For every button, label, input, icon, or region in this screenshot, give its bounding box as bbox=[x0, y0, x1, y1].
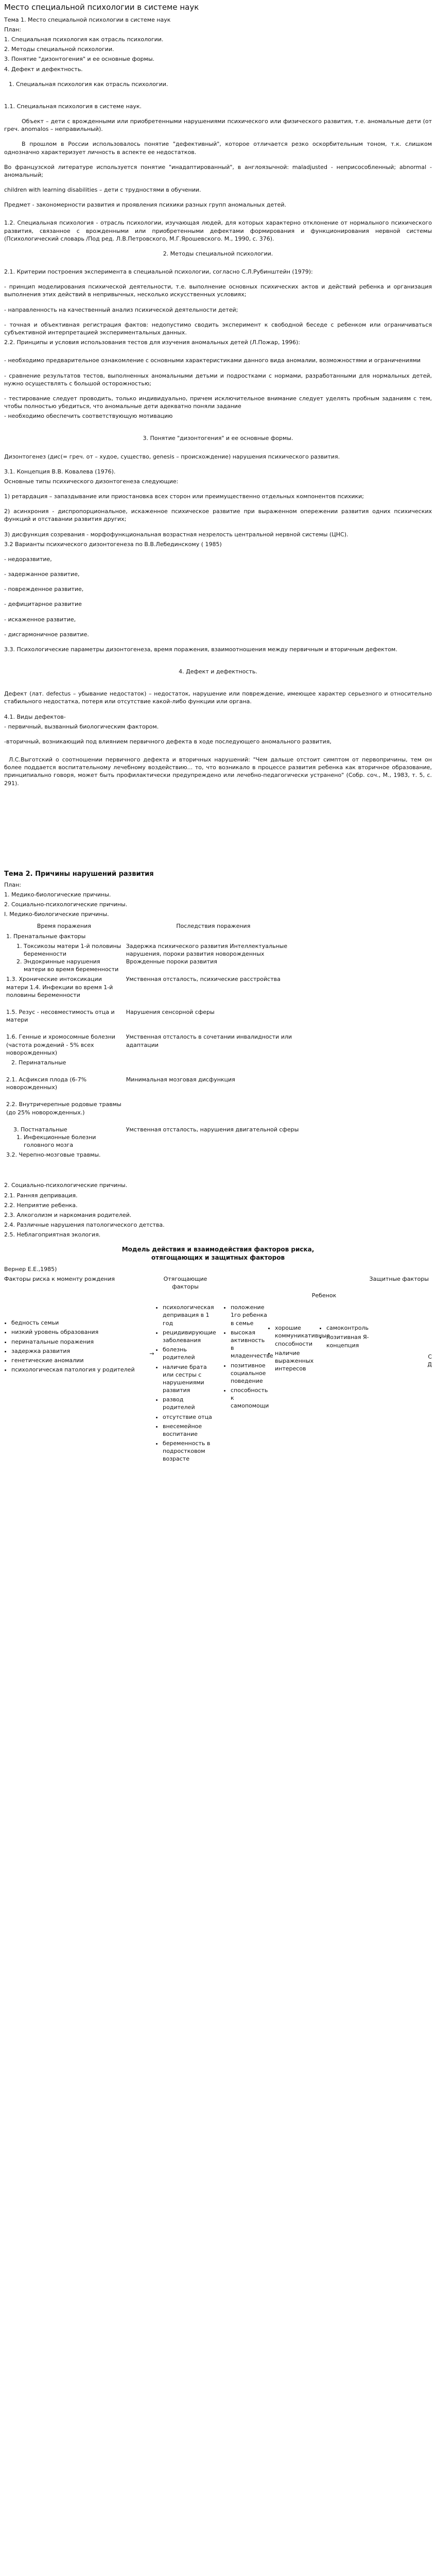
model-child-item: • позитивное социальное поведение bbox=[231, 1362, 268, 1385]
model-aggravating-item: • внесемейное воспитание bbox=[163, 1422, 216, 1438]
arrow-right-icon: → bbox=[149, 1350, 154, 1358]
model-child-item: • наличие выраженных интересов bbox=[275, 1349, 319, 1373]
risk-model bbox=[4, 1246, 432, 1464]
paragraph: Дизонтогенез (дис(= греч. от – худое, существо, genesis – происхождение) нарушения психического развития. bbox=[4, 453, 340, 460]
paragraph: - точная и объективная регистрация фактов: недопустимо сводить эксперимент к свободной беседе с ребенком или ограничиваться субъективной интерпретацией экспериментальных данных. bbox=[4, 321, 432, 336]
table-cell: 2.2. Внутричерепные родовые травмы (до 25% новорожденных.) bbox=[6, 1101, 121, 1116]
plan-item: 2. Социально-психологические причины. bbox=[4, 901, 128, 908]
model-child-item: • самоконтроль bbox=[326, 1324, 386, 1332]
table-group: 1. Пренатальные факторы bbox=[6, 933, 86, 940]
model-aggravating-item: • беременность в подростковом возрасте bbox=[163, 1439, 216, 1463]
table-group: 2. Перинатальные bbox=[11, 1059, 66, 1066]
section-heading: I. Медико-биологические причины. bbox=[4, 911, 109, 918]
table-row bbox=[4, 1032, 303, 1058]
table-row bbox=[4, 1075, 303, 1092]
model-author: Вернер Е.Е.,1985) bbox=[4, 1265, 57, 1273]
list-item: 2.3. Алкоголизм и наркомания родителей. bbox=[4, 1211, 132, 1218]
model-risk-item: • задержка развития bbox=[11, 1347, 148, 1355]
topic1-heading: Тема 1. Место специальной психологии в системе наук bbox=[4, 16, 171, 23]
plan-label: План: bbox=[4, 881, 21, 888]
paragraph: 3.2 Варианты психического дизонтогенеза по В.В.Лебединскому ( 1985) bbox=[4, 540, 222, 548]
paragraph: - направленность на качественный анализ психической деятельности детей; bbox=[4, 306, 238, 313]
table-cell: 1. Инфекционные болезни головного мозга bbox=[24, 1133, 122, 1149]
table-row bbox=[4, 1099, 303, 1117]
table-cell: 2. Эндокринные нарушения матери во время беременности bbox=[24, 958, 122, 973]
plan-item: 1. Специальная психология как отрасль психологии. bbox=[4, 36, 164, 43]
paragraph: - необходимо обеспечить соответствующую мотивацию bbox=[4, 413, 173, 420]
table-cell: Умственная отсталость, психические расстройства bbox=[126, 976, 281, 983]
model-risk-item: • бедность семьи bbox=[11, 1319, 148, 1327]
table-cell: Умственная отсталость в сочетании инвалидности или адаптации bbox=[126, 1033, 292, 1048]
section-heading: 1. Специальная психология как отрасль психологии. bbox=[9, 80, 168, 88]
plan-label: План: bbox=[4, 26, 21, 33]
paragraph: - необходимо предварительное ознакомление с основными характеристиками данного вида аномалии, возможностями и ограничениями bbox=[4, 357, 421, 364]
paragraph: 3) дисфункция созревания - морфофункциональная возрастная незрелость центральной нервной системы (ЦНС). bbox=[4, 531, 348, 538]
model-head-risk: Факторы риска к моменту рождения bbox=[4, 1275, 115, 1282]
model-child-item: • высокая активность в младенчестве bbox=[231, 1329, 268, 1360]
paragraph: В прошлом в России использовалось понятие "дефективный", которое отличается резко оскорбительным тоном, т.к. слишком однозначно характеризует личность в аспекте ее недостатков. bbox=[4, 141, 432, 156]
paragraph: - сравнение результатов тестов, выполненных аномальными детьми и подростками с нормами, разработанными для нормальных детей, нужно осуществлять с большой осторожностью; bbox=[4, 372, 432, 387]
paragraph: -вторичный, возникающий под влиянием первичного дефекта в ходе последующего аномального развития, bbox=[4, 738, 332, 745]
paragraph: 1) ретардация – запаздывание или приостановка всех сторон или преимущественно отдельных компонентов психики; bbox=[4, 493, 364, 500]
model-edge-letter: Д bbox=[427, 1361, 432, 1368]
paragraph: 4.1. Виды дефектов- bbox=[4, 713, 66, 720]
list-item: - дефицитарное развитие bbox=[4, 601, 82, 608]
model-risk-item: • низкий уровень образования bbox=[11, 1328, 148, 1336]
topic2-heading: Тема 2. Причины нарушений развития bbox=[4, 870, 154, 878]
table-cell: Умственная отсталость, нарушения двигательной сферы bbox=[126, 1126, 299, 1133]
list-item: - искаженное развитие, bbox=[4, 616, 76, 623]
table-cell: 1.6. Генные и хромосомные болезни (частота рождений - 5% всех новорожденных) bbox=[6, 1033, 115, 1056]
paragraph: 1.2. Специальная психология - отрасль психологии, изучающая людей, для которых характерно отклонение от нормального психического развития, связанное с врожденными или приобретенными дефектами формирования и функционирования нервной системы (Психологический словарь /Под ред. Л.В.Петровского, М.Г.Ярошевского. М., 1990, с. 376). bbox=[4, 219, 432, 242]
model-risk-item: • перинатальные поражения bbox=[11, 1338, 148, 1346]
model-risk-item: • психологическая патология у родителей bbox=[11, 1366, 148, 1374]
list-item: - дисгармоничное развитие. bbox=[4, 631, 89, 638]
table-row bbox=[4, 1007, 303, 1025]
page-title: Место специальной психологии в системе наук bbox=[4, 3, 199, 12]
table-cell: 2.1. Асфиксия плода (6-7% новорожденных) bbox=[6, 1076, 87, 1091]
paragraph: Дефект (лат. defectus – убывание недостаток) – недостаток, нарушение или повреждение, имеющее характер серьезного и относительно стабильного недостатка, потеря или отсутствие какой-либо функции или органа. bbox=[4, 690, 432, 705]
model-aggravating-item: • наличие брата или сестры с нарушениями развития bbox=[163, 1363, 216, 1395]
model-edge-letter: С bbox=[428, 1353, 432, 1361]
plan-item: 3. Понятие "дизонтогения" и ее основные формы. bbox=[4, 56, 155, 63]
table-cell: Задержка психического развития Интеллектуальные нарушения, пороки развития новорожденных Врожденные пороки развития bbox=[126, 942, 288, 965]
plan-item: 2. Методы специальной психологии. bbox=[4, 46, 114, 53]
list-item: 2.5. Неблагоприятная экология. bbox=[4, 1231, 101, 1239]
list-item: 2.4. Различные нарушения патологического детства. bbox=[4, 1222, 165, 1229]
table-row bbox=[4, 1150, 303, 1160]
paragraph: 2.1. Критерии построения эксперимента в специальной психологии, согласно С.Л.Рубинштейн (1979): bbox=[4, 268, 313, 276]
table-row bbox=[4, 1125, 303, 1150]
table-cell: 1. Токсикозы матери 1-й половины беременности bbox=[24, 942, 122, 958]
plan-item: 4. Дефект и дефектность. bbox=[4, 65, 83, 73]
paragraph: 3.1. Концепция В.В. Ковалева (1976). bbox=[4, 468, 116, 475]
section-heading: 3. Понятие "дизонтогения" и ее основные формы. bbox=[143, 435, 293, 442]
paragraph: Объект – дети с врожденными или приобретенными нарушениями психического или физического развития, т.е. аномальные дети (от греч. anomalos – неправильный). bbox=[4, 118, 432, 133]
list-item: - задержанное развитие, bbox=[4, 571, 80, 578]
table-cell: 1.3. Хронические интоксикации матери 1.4. Инфекции во время 1-й половины беременности bbox=[6, 976, 113, 998]
model-head-aggravating: Отягощающие факторы bbox=[163, 1275, 207, 1290]
list-item: - недоразвитие, bbox=[4, 555, 52, 563]
model-child-item: • способность к самопомощи bbox=[231, 1386, 268, 1410]
paragraph: Предмет - закономерности развития и проявления психики разных групп аномальных детей. bbox=[4, 201, 287, 209]
table-cell: 1.5. Резус - несовместимость отца и матери bbox=[6, 1009, 115, 1024]
paragraph: children with learning disabilities – дети с трудностями в обучении. bbox=[4, 187, 201, 194]
model-aggravating-item: • психологическая депривация в 1 год bbox=[163, 1303, 216, 1327]
model-title: отягощающих и защитных факторов bbox=[151, 1254, 285, 1262]
model-child-item: • положение 1го ребенка в семье bbox=[231, 1303, 268, 1327]
paragraph: - тестирование следует проводить, только индивидуально, причем исключительное внимание следует уделять пробным заданиям с тем, чтобы полностью убедиться, что аномальные дети адекватно поняли задание bbox=[4, 395, 432, 410]
model-head-child: Ребенок bbox=[311, 1292, 337, 1299]
model-child-item: • позитивная Я-концепция bbox=[326, 1333, 386, 1349]
table-row bbox=[4, 974, 303, 1000]
table-group: 3. Постнатальные bbox=[13, 1126, 67, 1133]
model-aggravating-item: • развод родителей bbox=[163, 1396, 216, 1411]
paragraph: 2) асинхрония - диспропорциональное, искаженное психическое развитие при выраженном опережении развития одних психических функций и отставании развития других; bbox=[4, 508, 432, 523]
section-heading: 2. Социально-психологические причины. bbox=[4, 1182, 128, 1189]
table-cell: Нарушения сенсорной сферы bbox=[126, 1009, 215, 1015]
paragraph: - первичный, вызванный биологическим фактором. bbox=[4, 723, 159, 730]
paragraph: 3.3. Психологические параметры дизонтогенеза, время поражения, взаимоотношения между первичным и вторичным дефектом. bbox=[4, 646, 397, 653]
model-risk-item: • генетические аномалии bbox=[11, 1357, 148, 1364]
model-aggravating-item: • болезнь родителей bbox=[163, 1346, 216, 1361]
causes-table bbox=[4, 921, 303, 1160]
list-item: - поврежденное развитие, bbox=[4, 586, 84, 593]
table-cell bbox=[124, 1099, 303, 1117]
table-row bbox=[4, 941, 303, 975]
table-cell: Минимальная мозговая дисфункция bbox=[126, 1076, 235, 1083]
section-heading: 4. Дефект и дефектность. bbox=[179, 668, 257, 675]
model-title: Модель действия и взаимодействия факторов риска, bbox=[121, 1246, 315, 1253]
plan-item: 1. Медико-биологические причины. bbox=[4, 891, 111, 898]
section-heading: 2. Методы специальной психологии. bbox=[163, 250, 273, 257]
table-cell: 3.2. Черепно-мозговые травмы. bbox=[6, 1151, 101, 1159]
subsection-heading: 1.1. Специальная психология в системе наук. bbox=[4, 103, 142, 110]
table-header: Последствия поражения bbox=[176, 923, 251, 930]
model-child-item: • хорошие коммуникативные способности bbox=[275, 1324, 319, 1348]
table-header: Время поражения bbox=[37, 923, 91, 930]
paragraph: Л.С.Выготский о соотношении первичного дефекта и вторичных нарушений: "Чем дальше отстоит симптом от первопричины, тем он более поддается воспитательному лечебному воздействию... то, что возникало в процессе развития ребенка как вторичное образование, принципиально говоря, может быть профилактически предупреждено или лечебно-педагогически устранено" (Собр. соч., М., 1983, т. 5, с. 291). bbox=[4, 756, 432, 787]
paragraph: - принцип моделирования психической деятельности, т.е. выполнение основных психических актов и действий ребенка и организация выполнения этих действий в непривычных, несколько искусственных условиях; bbox=[4, 283, 432, 298]
paragraph: Основные типы психического дизонтогенеза следующие: bbox=[4, 478, 179, 485]
model-head-protective: Защитные факторы bbox=[369, 1275, 429, 1282]
model-aggravating-item: • рецидивирующие заболевания bbox=[163, 1329, 216, 1344]
paragraph: 2.2. Принципы и условия использования тестов для изучения аномальных детей (Л.Пожар, 1996): bbox=[4, 339, 300, 346]
paragraph: Во французской литературе используется понятие "инадаптированный", в англоязычной: maladjusted - неприсособленный; abnormal - аномальный; bbox=[4, 163, 432, 178]
model-aggravating-item: • отсутствие отца bbox=[163, 1413, 216, 1421]
list-item: 2.1. Ранняя депривация. bbox=[4, 1192, 78, 1199]
list-item: 2.2. Неприятие ребенка. bbox=[4, 1201, 78, 1209]
